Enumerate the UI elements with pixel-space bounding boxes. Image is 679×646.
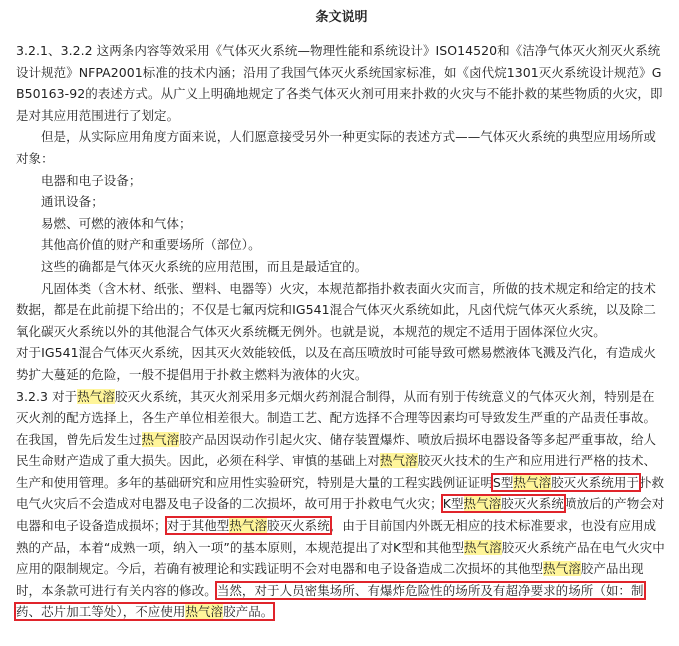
keyword-highlight: 热气溶 [543, 561, 581, 577]
paragraph-suitability: 这些的确都是气体灭火系统的应用范围，而且是最适宜的。 [41, 258, 368, 274]
keyword-highlight: 热气溶 [77, 388, 115, 404]
list-item-flammables: 易燃、可燃的液体和气体； [41, 215, 192, 231]
red-box-annotation-s-type [493, 475, 639, 490]
text-segment: 当然，对于人员密集场所、有爆炸危险性的场所及有超净要求的场所（如：制药、芯片加工等处），不应使用 [16, 582, 644, 620]
red-box-annotation-other-type [167, 518, 330, 533]
text-segment: 胶产品因误动作引起火灾、储存装置爆炸、喷放后损坏电器设备等多起严重事故，给人民生命财产造成了重大损失。因此，必须在科学、审慎的基础上对 [16, 431, 657, 469]
text-segment: 胶产品出现时，本条款可进行有关内容的修改。 [16, 561, 644, 598]
text-segment: 扑救电气火灾后不会造成对电器及电子设备的二次损坏，故可用于扑救电气火灾； [16, 474, 665, 512]
keyword-highlight: 热气溶 [185, 604, 224, 620]
text-segment: 胶灭火系统 [267, 518, 330, 534]
keyword-highlight: 热气溶 [513, 474, 552, 490]
paragraph-3-2-1: 3.2.1、3.2.2 这两条内容等效采用《气体灭火系统—物理性能和系统设计》ISO14520和《洁净气体灭火剂灭火系统设计规范》NFPA2001标准的技术内涵；沿用了我国气体灭火系统国家标准，如《卤代烷1301灭火系统设计规范》GB50163-92的表述方式。从广义上明确地规定了各类气体灭火剂可用来扑救的火灾与不能扑救的某些物质的火灾，即是对其应用范围进行了划定。 [16, 43, 663, 123]
red-box-annotation-k-type [443, 496, 564, 511]
list-item-electrical: 电器和电子设备； [41, 172, 142, 188]
paragraph-ig541: 对于IG541混合气体灭火系统，因其灭火效能较低，以及在高压喷放时可能导致可燃易燃液体飞溅及汽化，有造成火势扩大蔓延的危险，一般不提倡用于扑救主燃料为液体的火灾。 [16, 345, 656, 382]
keyword-highlight: 热气溶 [379, 453, 418, 469]
keyword-highlight: 热气溶 [464, 539, 502, 555]
text-segment: S型 [492, 474, 514, 490]
text-segment: ，由于目前国内外既无相应的技术标准要求，也没有应用成熟的产品，本着“成熟一项，纳入一项”的基本原则，本规范提出了对K型和其他型 [16, 518, 657, 555]
text-segment: 胶灭火技术的生产和应用进行严格的技术、生产和使用管理。多年的基础研究和应用性实验研究，特别是大量的工程实践例证证明 [16, 453, 657, 490]
list-item-high-value: 其他高价值的财产和重要场所（部位）。 [41, 237, 261, 253]
keyword-highlight: 热气溶 [463, 496, 502, 512]
text-segment: 胶灭火系统产品在电气火灾中应用的限制规定。今后，若确有被理论和实践证明不会对电器和电子设备造成二次损坏的其他型 [16, 539, 665, 577]
paragraph-solid-fires: 凡固体类（含木材、纸张、塑料、电器等）火灾，本规范都指扑救表面火灾而言，所做的技术规定和给定的技术数据，都是在此前提下给出的；不仅是七氟丙烷和IG541混合气体灭火系统如此，凡卤代烷气体灭火系统，以及除二氧化碳灭火系统以外的其他混合气体灭火系统概无例外。也就是说，本规范的规定不适用于固体深位火灾。 [16, 280, 656, 339]
paragraph-application-intro: 但是，从实际应用角度方面来说，人们愿意接受另外一种更实际的表述方式——气体灭火系统的典型应用场所或对象： [16, 129, 656, 166]
text-segment: 胶灭火系统用于 [551, 474, 639, 490]
text-segment: 对于其他型 [166, 518, 230, 534]
text-segment: 3.2.3 对于 [16, 388, 78, 404]
section-title: 条文说明 [315, 10, 368, 25]
text-segment: K型 [442, 496, 464, 512]
keyword-highlight: 热气溶 [229, 518, 268, 534]
text-segment: 胶灭火系统，其灭火剂采用多元烟火药剂混合制得，从而有别于传统意义的气体灭火剂，特别是在灭火剂的配方选择上，各生产单位相差很大。制造工艺、配方选择不合理等因素均可导致发生严重的产品责任事故。在我国，曾先后发生过 [16, 388, 657, 447]
text-segment: 喷放后的产物会对电器和电子设备造成损坏； [16, 496, 665, 534]
keyword-highlight: 热气溶 [141, 431, 180, 447]
text-segment: 胶灭火系统 [501, 496, 564, 512]
list-item-communication: 通讯设备； [41, 194, 104, 210]
paragraph-3-2-3 [16, 386, 667, 624]
text-segment: 胶产品。 [223, 604, 274, 620]
